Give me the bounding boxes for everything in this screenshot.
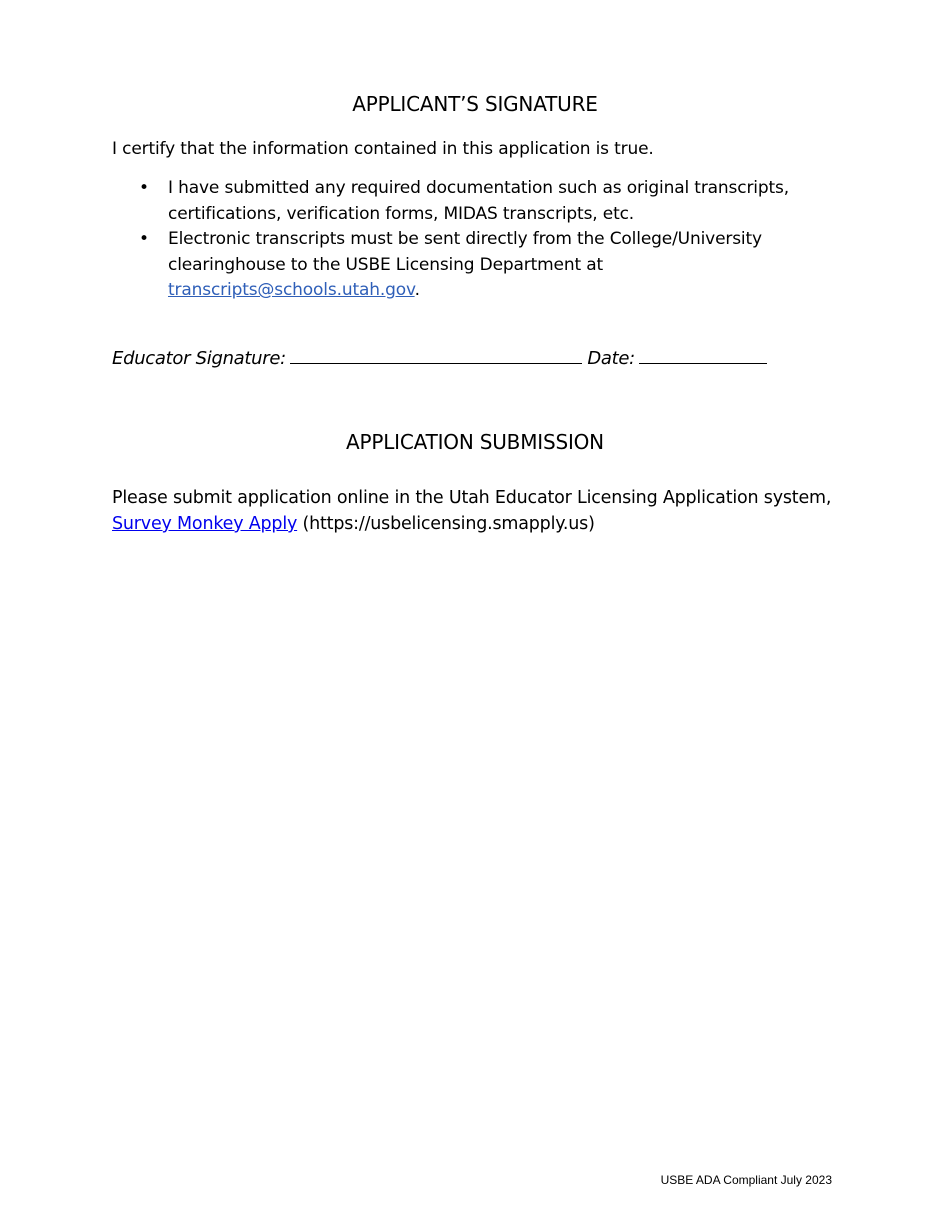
list-item xyxy=(112,176,838,227)
educator-signature-field[interactable] xyxy=(290,345,582,364)
transcripts-email-link[interactable]: transcripts@schools.utah.gov xyxy=(168,280,415,300)
bullet-icon: • xyxy=(139,229,149,249)
list-item-text-end: . xyxy=(414,280,420,300)
list-item-text: Electronic transcripts must be sent directly from the College/University clearinghouse to the USBE Licensing Department at xyxy=(168,229,762,275)
list-item xyxy=(112,227,838,304)
document-page xyxy=(112,0,838,1230)
application-submission-heading: APPLICATION SUBMISSION xyxy=(346,430,604,454)
bullet-icon: • xyxy=(139,178,149,198)
date-field[interactable] xyxy=(639,345,767,364)
footer-compliance-note: USBE ADA Compliant July 2023 xyxy=(660,1173,832,1187)
date-label: Date: xyxy=(587,348,635,369)
list-item-text: I have submitted any required documentation such as original transcripts, certifications, verification forms, MIDAS transcripts, etc. xyxy=(168,178,789,224)
certify-statement: I certify that the information contained in this application is true. xyxy=(112,139,654,159)
submission-url-text: (https://usbelicensing.smapply.us) xyxy=(297,514,595,534)
applicant-signature-heading: APPLICANT’S SIGNATURE xyxy=(352,92,598,116)
signature-line xyxy=(112,345,767,369)
submission-text: Please submit application online in the Utah Educator Licensing Application system, xyxy=(112,488,832,508)
submission-instructions xyxy=(112,485,838,537)
survey-monkey-apply-link[interactable]: Survey Monkey Apply xyxy=(112,514,298,534)
requirements-list xyxy=(112,176,838,304)
educator-signature-label: Educator Signature: xyxy=(112,348,286,369)
